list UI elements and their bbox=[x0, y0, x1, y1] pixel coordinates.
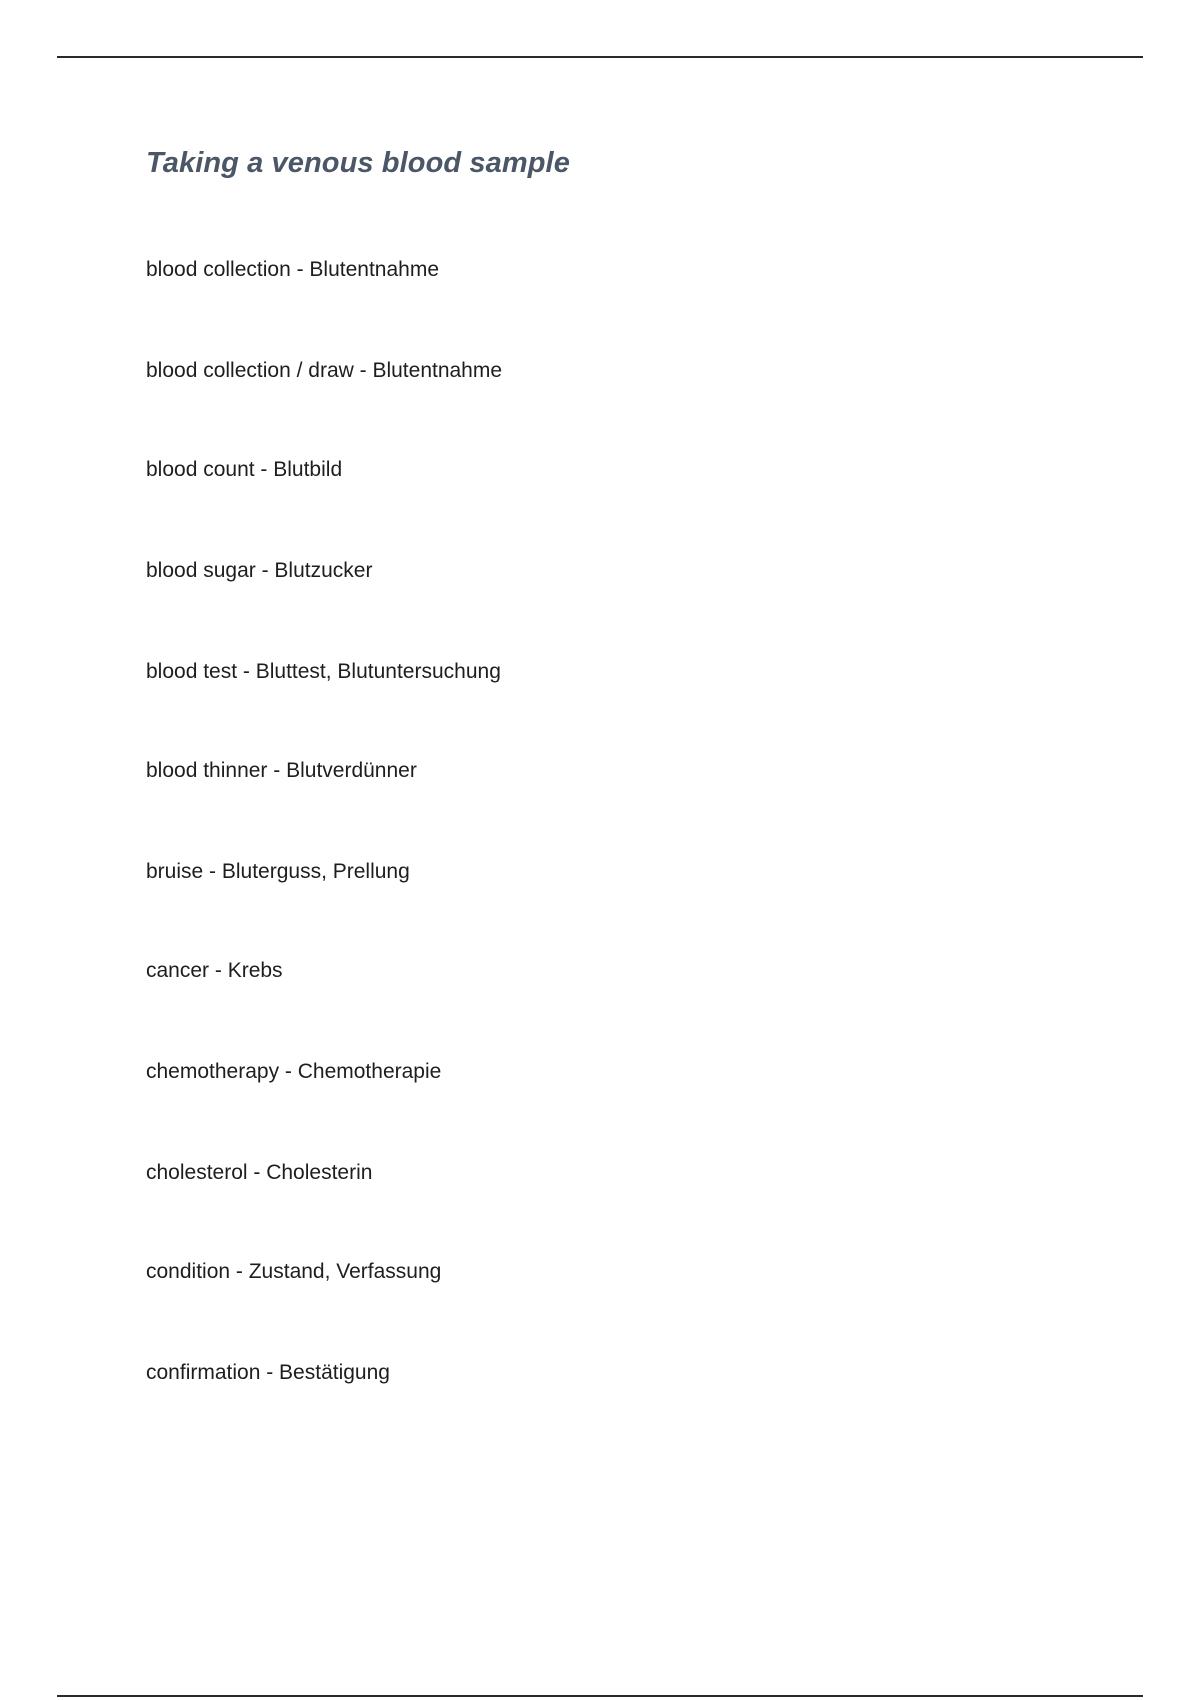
vocab-entry: confirmation - Bestätigung bbox=[146, 1361, 390, 1384]
vocab-entry: bruise - Bluterguss, Prellung bbox=[146, 860, 410, 883]
vocab-entry: blood sugar - Blutzucker bbox=[146, 559, 373, 582]
top-divider bbox=[57, 56, 1143, 58]
vocab-entry: blood test - Bluttest, Blutuntersuchung bbox=[146, 660, 501, 683]
vocab-entry: chemotherapy - Chemotherapie bbox=[146, 1060, 442, 1083]
vocab-entry: condition - Zustand, Verfassung bbox=[146, 1260, 442, 1283]
vocab-entry: blood count - Blutbild bbox=[146, 458, 343, 481]
vocab-entry: blood collection - Blutentnahme bbox=[146, 258, 440, 281]
vocab-entry: blood thinner - Blutverdünner bbox=[146, 759, 417, 782]
document-title: Taking a venous blood sample bbox=[146, 147, 570, 179]
vocab-entry: cancer - Krebs bbox=[146, 959, 283, 982]
vocab-entry: blood collection / draw - Blutentnahme bbox=[146, 359, 503, 382]
bottom-divider bbox=[57, 1695, 1143, 1697]
vocab-entry: cholesterol - Cholesterin bbox=[146, 1161, 373, 1184]
